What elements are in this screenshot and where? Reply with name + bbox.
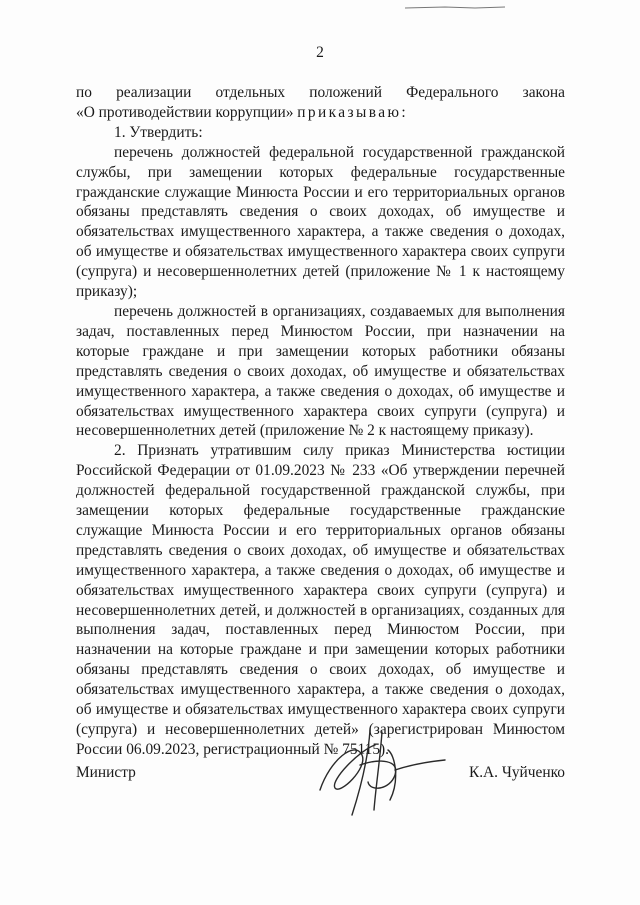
page-number: 2 xyxy=(316,44,324,61)
item-2-paragraph: 2. Признать утратившим силу приказ Министерства юстиции Российской Федерации от 01.09.2023 № 233 «Об утверждении перечней должностей федеральной государственной гражданской службы, при замещении которых федеральные государственные гражданские служащие Минюста России и его территориальных органов обязаны представлять сведения о своих доходах, об имуществе и обязательствах имущественного характера, а также сведения о доходах, об имуществе и обязательствах имущественного характера своих супруги (супруга) и несовершеннолетних детей, и должностей в организациях, созданных для выполнения задач, поставленных перед Минюстом России, при назначении на которые граждане и при замещении которых работники обязаны представлять сведения о своих доходах, об имуществе и обязательствах имущественного характера, а также сведения о доходах, об имуществе и обязательствах имущественного характера своих супруги (супруга) и несовершеннолетних детей» (зарегистрирован Минюстом России 06.09.2023, регистрационный № 75115). xyxy=(76,442,565,758)
item-1-list-1: перечень должностей федеральной государственной гражданской службы, при замещении которых федеральные государственные гражданские служащие Минюста России и его территориальных органов обязаны представлять сведения о своих доходах, об имуществе и обязательствах имущественного характера, а также сведения о доходах, об имуществе и обязательствах имущественного характера своих супруги (супруга) и несовершеннолетних детей (приложение № 1 к настоящему приказу); xyxy=(76,143,565,301)
item-1-list-2: перечень должностей в организациях, создаваемых для выполнения задач, поставленных перед Минюстом России, при назначении на которые граждане и при замещении которых работники обязаны представлять сведения о своих доходах, об имуществе и обязательствах имущественного характера, а также сведения о доходах, об имуществе и обязательствах имущественного характера своих супруги (супруга) и несовершеннолетних детей (приложение № 2 к настоящему приказу). xyxy=(76,302,565,440)
law-title: «О противодействии коррупции» xyxy=(76,103,294,121)
scan-artifact-mark xyxy=(405,6,505,9)
intro-line-1: по реализации отдельных положений Федерального закона xyxy=(76,84,565,101)
minister-title: Министр xyxy=(76,764,136,781)
item-1-heading: 1. Утвердить: xyxy=(114,123,203,141)
intro-line-2 xyxy=(76,103,565,123)
document-body xyxy=(76,83,565,760)
handwritten-signature xyxy=(300,720,460,830)
command-word: приказываю: xyxy=(297,103,409,121)
minister-name: К.А. Чуйченко xyxy=(468,764,565,781)
